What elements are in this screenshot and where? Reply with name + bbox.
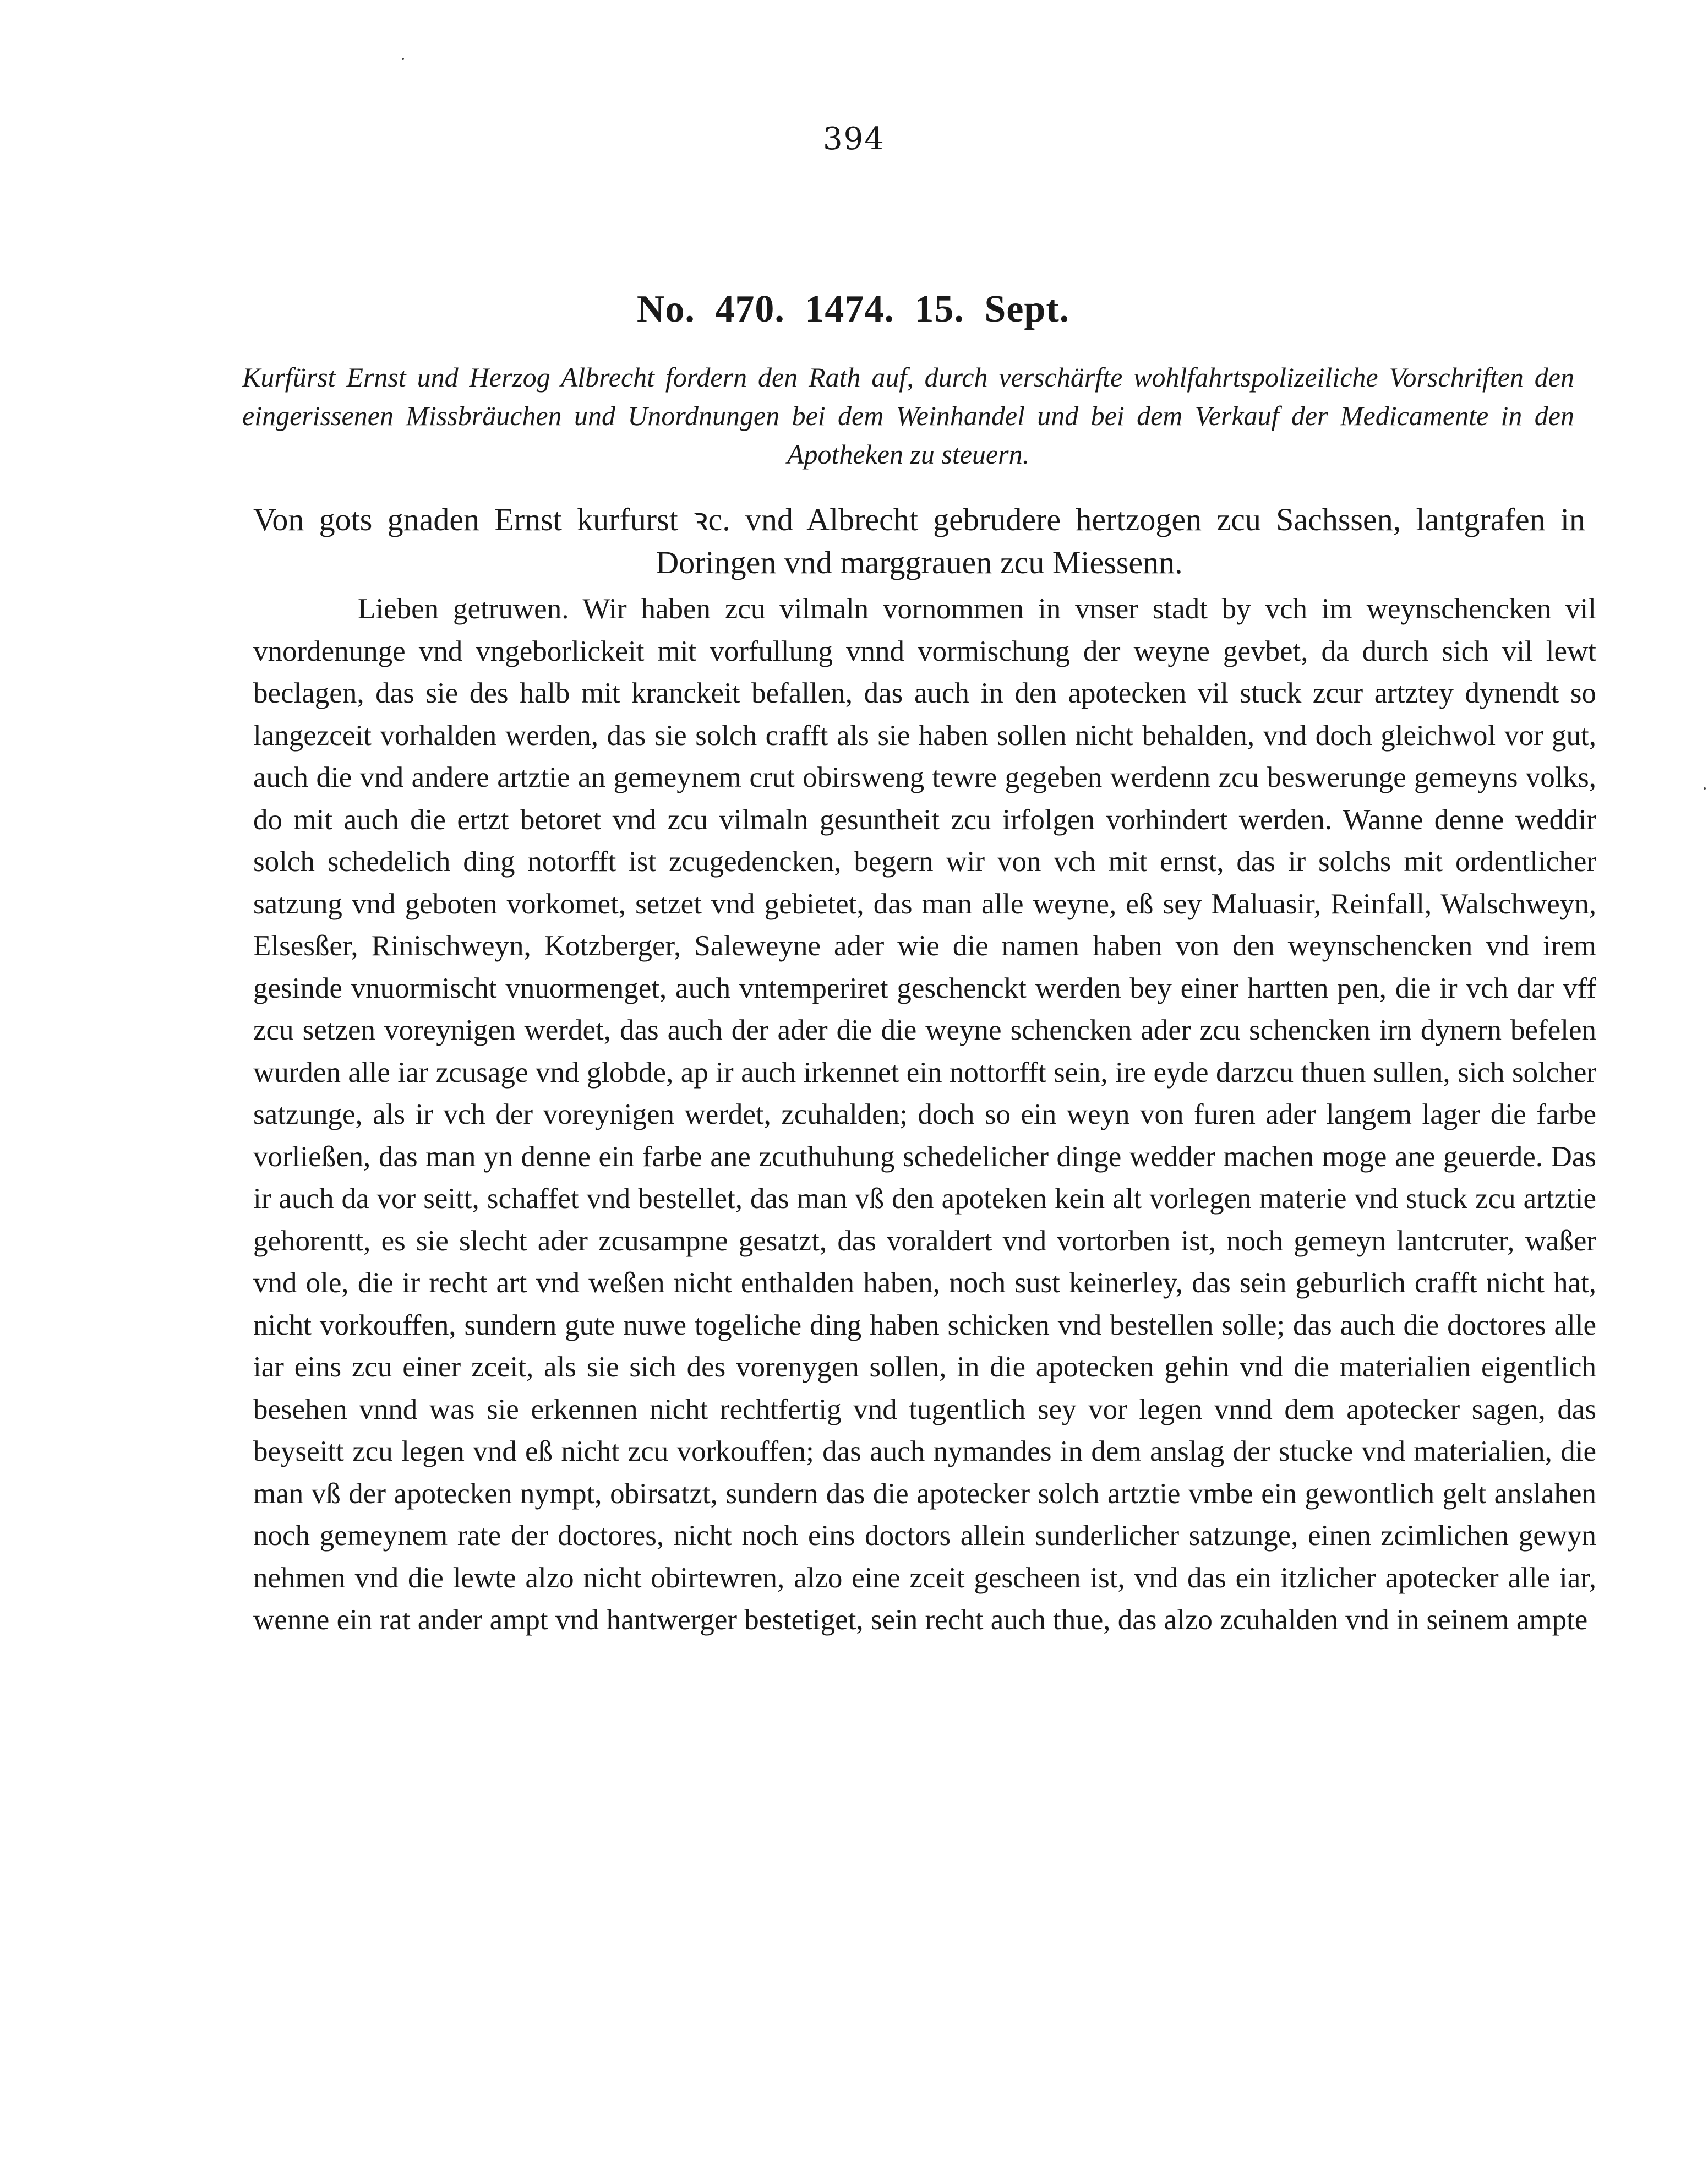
document-summary: Kurfürst Ernst und Herzog Albrecht fordern den Rath auf, durch verschärfte wohlfahrtspolizeiliche Vorschriften den eingerissenen Missbräuchen und Unordnungen bei dem Weinhandel und bei dem Verkauf der Medicamente in den Apotheken zu steuern.: [242, 362, 1574, 470]
margin-speck: [1704, 787, 1706, 790]
page-number: 394: [823, 121, 885, 157]
document-body: Lieben getruwen. Wir haben zcu vilmaln vornommen in vnser stadt by vch im weynschencken vil vnordenunge vnd vngeborlickeit mit vorfullung vnnd vormischung der weyne gevbet, da durch sich vil lewt beclagen, das sie des halb mit kranckeit befallen, das auch in den apotecken vil stuck zcur artztey dynendt so langezceit vorhalden werden, das sie solch crafft als sie haben sollen nicht behalden, vnd doch gleichwol vor gut, auch die vnd andere artztie an gemeynem crut obirsweng tewre gegeben werdenn zcu beswerunge gemeyns volks, do mit auch die ertzt betoret vnd zcu vilmaln gesuntheit zcu irfolgen vorhindert werden. Wanne denne weddir solch schedelich ding notorfft ist zcugedencken, begern wir von vch mit ernst, das ir solchs mit ordentlicher satzung vnd geboten vorkomet, setzet vnd gebietet, das man alle weyne, eß sey Maluasir, Reinfall, Walschweyn, Elsesßer, Rinischweyn, Kotzberger, Saleweyne ader wie die namen haben von den weynschencken vnd irem gesinde vnuormischt vnuormenget, auch vntemperiret geschenckt werden bey einer hartten pen, die ir vch dar vff zcu setzen voreynigen werdet, das auch der ader die die weyne schencken ader zcu schencken irn dynern befelen wurden alle iar zcusage vnd globde, ap ir auch irkennet ein nottorfft sein, ire eyde darzcu thuen sullen, sich solcher satzunge, als ir vch der voreynigen werdet, zcuhalden; doch so ein weyn von furen ader langem lager die farbe vorließen, das man yn denne ein farbe ane zcuthuhung schedelicher dinge wedder machen moge ane geuerde. Das ir auch da vor seitt, schaffet vnd bestellet, das man vß den apoteken kein alt vorlegen materie vnd stuck zcu artztie gehorentt, es sie slecht ader zcusampne gesatzt, das voraldert vnd vortorben ist, noch gemeyn lantcruter, waßer vnd ole, die ir recht art vnd weßen nicht enthalden haben, noch sust keinerley, das sein geburlich crafft nicht hat, nicht vorkouffen, sundern gute nuwe togeliche ding haben schicken vnd bestellen solle; das auch die doctores alle iar eins zcu einer zceit, als sie sich des vorenygen sollen, in die apotecken gehin vnd die materialien eigentlich besehen vnnd was sie erkennen nicht rechtfertig vnd tugentlich sey vor legen vnnd dem apotecker sagen, das beyseitt zcu legen vnd eß nicht zcu vorkouffen; das auch nymandes in dem anslag der stucke vnd materialien, die man vß der apotecken nympt, obirsatzt, sundern das die apotecker solch artztie vmbe ein gewontlich gelt anslahen noch gemeynem rate der doctores, nicht noch eins doctors allein sunderlicher satzunge, einen zcimlichen gewyn nehmen vnd die lewte alzo nicht obirtewren, alzo eine zceit gescheen ist, vnd das ein itzlicher apotecker alle iar, wenne ein rat ander ampt vnd hantwerger bestetiget, sein recht auch thue, das alzo zcuhalden vnd in seinem ampte: [253, 593, 1596, 1636]
document-salutation: Von gots gnaden Ernst kurfurst ꝛc. vnd Albrecht gebrudere hertzogen zcu Sachssen, lantgrafen in Doringen vnd marggrauen zcu Miessenn.: [253, 502, 1585, 580]
margin-speck: [402, 58, 404, 60]
document-title: No. 470. 1474. 15. Sept.: [636, 288, 1070, 330]
